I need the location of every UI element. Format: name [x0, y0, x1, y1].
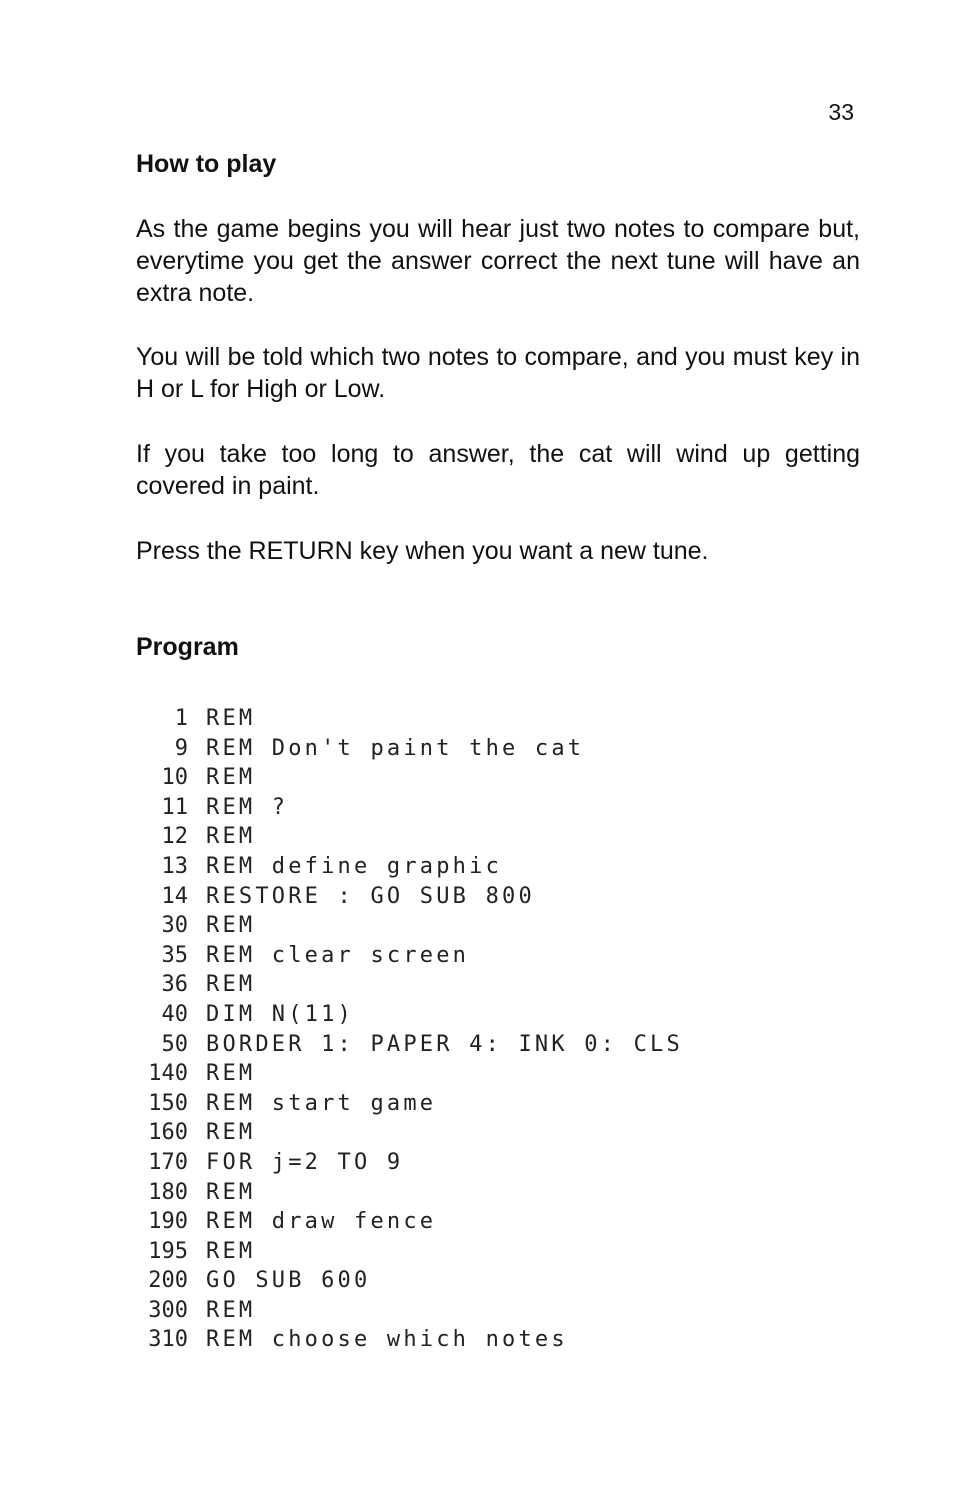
line-code: REM clear screen	[206, 942, 470, 968]
code-line	[134, 1325, 683, 1355]
line-code: DIM N(11)	[206, 1001, 355, 1027]
code-line	[134, 1000, 683, 1030]
paragraph-key-in: You will be told which two notes to compare, and you must key in H or L for High or Low.	[136, 343, 860, 403]
line-number: 14	[161, 883, 188, 909]
line-code: REM	[206, 824, 256, 850]
code-line	[134, 822, 683, 852]
line-number: 300	[148, 1297, 188, 1323]
line-number: 200	[148, 1268, 188, 1294]
line-number: 13	[161, 853, 188, 879]
code-line	[134, 793, 683, 823]
code-line	[134, 941, 683, 971]
code-line	[134, 970, 683, 1000]
line-number: 40	[161, 1001, 188, 1027]
line-code: REM ?	[206, 794, 289, 820]
paragraph-intro: As the game begins you will hear just two notes to compare but, everytime you get the answer correct the next tune will have an extra note.	[136, 215, 860, 307]
paragraph-timeout: If you take too long to answer, the cat will wind up getting covered in paint.	[136, 440, 860, 500]
code-line	[134, 882, 683, 912]
code-line	[134, 1118, 683, 1148]
code-line	[134, 1059, 683, 1089]
code-line	[134, 1266, 683, 1296]
line-number: 35	[161, 942, 188, 968]
code-line	[134, 1207, 683, 1237]
line-number: 140	[148, 1061, 188, 1087]
line-number: 12	[161, 824, 188, 850]
line-number: 11	[161, 794, 188, 820]
line-code: REM	[206, 706, 256, 731]
line-code: REM choose which notes	[206, 1327, 568, 1353]
line-code: REM	[206, 913, 256, 939]
line-code: FOR j=2 TO 9	[206, 1149, 404, 1175]
code-line	[134, 1089, 683, 1119]
line-number: 9	[174, 735, 188, 761]
line-number: 150	[148, 1090, 188, 1116]
code-line	[134, 1030, 683, 1060]
line-number: 190	[148, 1209, 188, 1235]
line-number: 36	[161, 972, 188, 998]
line-number: 170	[148, 1149, 188, 1175]
code-line	[134, 704, 683, 734]
line-number: 195	[148, 1238, 188, 1264]
line-code: REM define graphic	[206, 853, 503, 879]
code-line	[134, 1296, 683, 1326]
line-number: 1	[174, 706, 188, 731]
line-code: REM draw fence	[206, 1209, 437, 1235]
code-line	[134, 852, 683, 882]
line-code: REM	[206, 972, 256, 998]
page-number: 33	[828, 99, 854, 125]
line-code: RESTORE : GO SUB 800	[206, 883, 535, 909]
line-code: REM	[206, 1238, 256, 1264]
line-code: REM start game	[206, 1090, 437, 1116]
code-line	[134, 734, 683, 764]
program-heading: Program	[136, 633, 239, 661]
line-code: REM	[206, 1061, 256, 1087]
line-number: 180	[148, 1179, 188, 1205]
code-line	[134, 911, 683, 941]
line-number: 160	[148, 1120, 188, 1146]
code-line	[134, 763, 683, 793]
line-number: 310	[148, 1327, 188, 1353]
line-number: 10	[161, 765, 188, 791]
line-code: REM	[206, 1120, 256, 1146]
line-code: REM	[206, 765, 256, 791]
code-line	[134, 1237, 683, 1267]
line-number: 50	[161, 1031, 188, 1057]
line-code: GO SUB 600	[206, 1268, 371, 1294]
line-code: REM	[206, 1179, 256, 1205]
program-listing	[134, 704, 683, 1355]
line-code: REM Don't paint the cat	[206, 735, 585, 761]
line-code: BORDER 1: PAPER 4: INK 0: CLS	[206, 1031, 683, 1057]
how-to-play-heading: How to play	[136, 150, 277, 178]
line-number: 30	[161, 913, 188, 939]
line-code: REM	[206, 1297, 256, 1323]
code-line	[134, 1148, 683, 1178]
paragraph-return-key: Press the RETURN key when you want a new tune.	[136, 537, 709, 565]
code-line	[134, 1178, 683, 1208]
